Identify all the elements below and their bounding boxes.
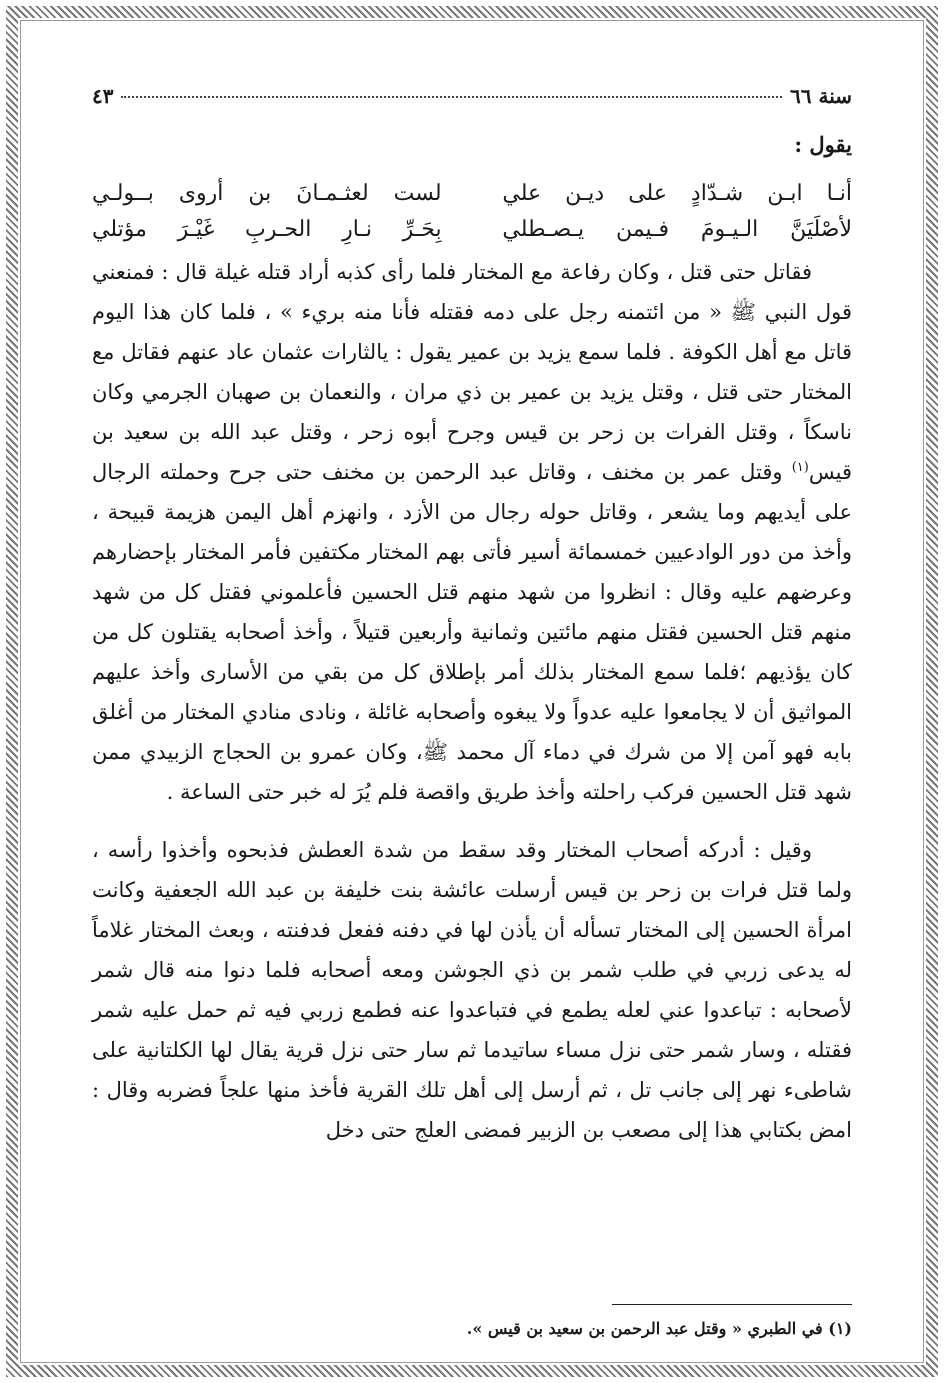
body-paragraph: [92, 252, 852, 812]
verse-second-hemistich: بِحَـرِّ نـارِ الحـربِ غَيْـرَ مؤتلي: [92, 217, 442, 242]
poem-verses: [92, 176, 852, 248]
header-dotted-leader: [121, 96, 782, 98]
page-header: [92, 84, 852, 124]
paragraph-text-after-note: وقتل عمر بن مخنف ، وقاتل عبد الرحمن بن مخنف حتى جرح وحملته الرجال على أيديهم وما يشعر ، وقاتل حوله رجال من الأزد ، وانهزم أهل اليمن هزيمة قبيحة ، وأخذ من دور الوادعيين خمسمائة أسير فأتى بهم المختار مكتفين فأمر المختار بإحضارهم وعرضهم عليه وقال : انظروا من شهد منهم قتل الحسين فأعلموني فقتل كل من شهد منهم قتل الحسين فقتل منهم مائتين وثمانية وأربعين قتيلاً ، وأخذ أصحابه يقتلون كل من كان يؤذيهم ؛فلما سمع المختار بذلك أمر بإطلاق كل من بقي من الأسارى وأخذ عليهم المواثيق أن لا يجامعوا عليه عدواً ولا يبغوه وأصحابه غائلة ، ونادى منادي المختار من أغلق بابه فهو آمن إلا من شرك في دماء آل محمد ﷺ، وكان عمرو بن الحجاج الزبيدي ممن شهد قتل الحسين فركب راحلته وأخذ طريق واقصة فلم يُرَ له خبر حتى الساعة .: [92, 460, 852, 804]
footnote-marker[interactable]: (١): [791, 460, 809, 475]
verse-second-hemistich: لست لعثـمـانَ بن أروى بــولـي: [92, 181, 442, 206]
page-content: [92, 84, 852, 1338]
intro-line: يقول :: [794, 132, 852, 157]
verse-line: [92, 212, 852, 248]
page-number: ٤٣: [92, 84, 114, 108]
verse-first-hemistich: أنـا ابـن شـدّادٍ على ديـن علي: [502, 181, 852, 206]
verse-first-hemistich: لأصْلَيَنَّ الـيـومَ فـيمن يـصـطلي: [502, 217, 852, 242]
body-paragraph: وقيل : أدركه أصحاب المختار وقد سقط من شدة العطش فذبحوه وأخذوا رأسه ، ولما قتل فرات بن زحر بن قيس أرسلت عائشة بنت خليفة بن عبد الله الجعفية وكانت امرأة الحسين إلى المختار تسأله أن يأذن لها في دفنه ففعل فدفنته ، وبعث المختار غلاماً له يدعى زربي في طلب شمر بن ذي الجوشن ومعه أصحابه فلما دنوا منه قال شمر لأصحابه : تباعدوا عني لعله يطمع في فتباعدوا عنه فطمع زربي فيه ثم حمل عليه شمر فقتله ، وسار شمر حتى نزل مساء ساتيدما ثم سار حتى نزل قرية يقال لها الكلتانية على شاطىء نهر إلى جانب تل ، ثم أرسل إلى أهل تلك القرية فأخذ منها علجاً فضربه وقال : امض بكتابي هذا إلى مصعب بن الزبير فمضى العلج حتى دخل: [92, 838, 852, 1142]
footnote-separator: [612, 1304, 852, 1305]
footnote: (١) في الطبري « وقتل عبد الرحمن بن سعيد بن قيس ».: [466, 1319, 852, 1338]
verse-line: [92, 176, 852, 212]
paragraph-text-before-note: فقاتل حتى قتل ، وكان رفاعة مع المختار فلما رأى كذبه أراد قتله غيلة قال : فمنعني قول النبي ﷺ « من ائتمنه رجل على دمه فقتله فأنا منه بريء » ، فلما كان هذا اليوم قاتل مع أهل الكوفة . فلما سمع يزيد بن عمير يقول : يالثارات عثمان عاد عنهم فقاتل مع المختار حتى قتل ، وقتل يزيد بن عمير بن ذي مران ، والنعمان بن صهبان الجرمي وكان ناسكاً ، وقتل الفرات بن زحر بن قيس وجرح أبوه زحر ، وقتل عبد الله بن سعيد بن قيس: [92, 260, 852, 484]
running-title: سنة ٦٦: [790, 84, 852, 108]
